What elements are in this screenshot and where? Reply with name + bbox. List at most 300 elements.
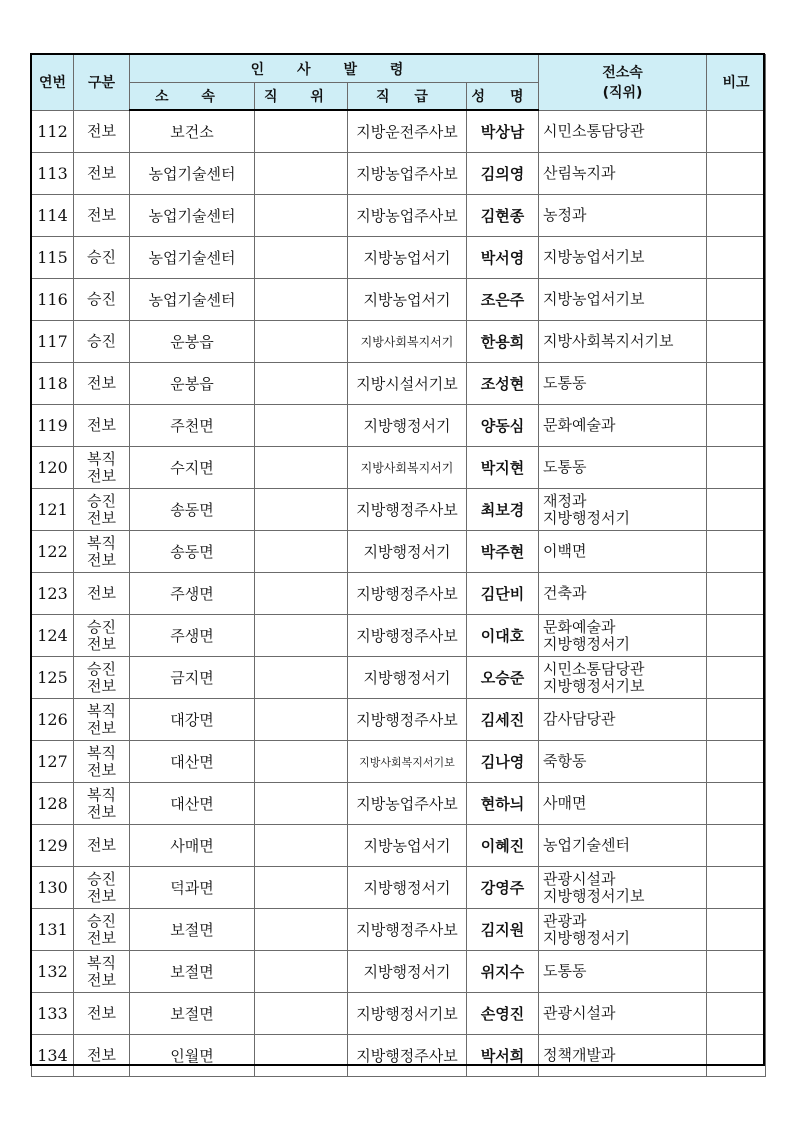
- row-number: [32, 909, 74, 951]
- row-name: [467, 699, 539, 741]
- row-type-line: 전보: [87, 928, 116, 947]
- row-org: [130, 993, 255, 1035]
- row-remarks: [707, 489, 766, 531]
- row-org: [130, 909, 255, 951]
- row-previous-line: 지방행정서기보: [543, 676, 645, 695]
- row-type-line: 전보: [87, 1004, 116, 1022]
- row-org-line: 주천면: [170, 417, 214, 435]
- row-previous-line: 감사담당관: [543, 710, 616, 728]
- row-name-line: 김세진: [480, 711, 525, 729]
- row-type-line: 전보: [87, 836, 116, 854]
- row-name-line: 김나영: [480, 753, 525, 771]
- row-previous: [539, 279, 707, 321]
- row-type-line: 전보: [87, 760, 116, 779]
- row-previous: [539, 153, 707, 195]
- row-grade: [348, 195, 467, 237]
- row-position: [255, 825, 348, 867]
- row-org: [130, 615, 255, 657]
- row-grade-line: 지방농업주사보: [356, 165, 458, 183]
- row-remarks: [707, 237, 766, 279]
- header-previous: [539, 55, 707, 111]
- table-row: [32, 783, 766, 825]
- row-grade-line: 지방행정주사보: [356, 711, 458, 729]
- row-grade: [348, 951, 467, 993]
- row-grade: [348, 1035, 467, 1077]
- row-name-line: 김단비: [480, 585, 525, 603]
- row-grade-line: 지방농업주사보: [356, 207, 458, 225]
- row-grade-line: 지방사회복지서기: [360, 335, 454, 349]
- table-row: [32, 615, 766, 657]
- row-previous: [539, 573, 707, 615]
- row-grade-line: 지방사회복지서기보: [359, 755, 455, 769]
- row-name-line: 현하늬: [480, 795, 525, 813]
- row-org-line: 송동면: [170, 543, 214, 561]
- row-number-line: 114: [37, 206, 68, 225]
- row-number-line: 133: [37, 1004, 68, 1023]
- row-previous-line: 도통동: [543, 374, 587, 392]
- row-type: [74, 741, 130, 783]
- row-name: [467, 531, 539, 573]
- row-org: [130, 741, 255, 783]
- row-grade-line: 지방행정주사보: [356, 1047, 458, 1065]
- row-grade-line: 지방행정서기: [363, 963, 451, 981]
- row-number-line: 116: [37, 290, 68, 309]
- row-name: [467, 363, 539, 405]
- row-name-line: 조은주: [480, 291, 525, 309]
- row-position: [255, 321, 348, 363]
- row-org: [130, 699, 255, 741]
- row-number-line: 113: [37, 164, 68, 183]
- row-number-line: 123: [37, 584, 68, 603]
- row-previous-line: 문화예술과: [543, 617, 616, 636]
- table-row: [32, 699, 766, 741]
- row-previous-line: 농업기술센터: [543, 836, 630, 854]
- row-name-line: 조성현: [480, 375, 525, 393]
- row-grade-line: 지방사회복지서기: [360, 461, 454, 475]
- row-name-line: 박상남: [480, 123, 525, 141]
- row-grade: [348, 993, 467, 1035]
- row-name: [467, 993, 539, 1035]
- row-previous: [539, 657, 707, 699]
- row-org: [130, 531, 255, 573]
- row-org: [130, 489, 255, 531]
- row-org: [130, 321, 255, 363]
- row-position: [255, 489, 348, 531]
- row-number-line: 117: [37, 332, 68, 351]
- row-number: [32, 447, 74, 489]
- row-number: [32, 825, 74, 867]
- row-number-line: 125: [37, 668, 68, 687]
- row-position: [255, 699, 348, 741]
- row-type: [74, 951, 130, 993]
- row-previous-line: 지방행정서기: [543, 928, 630, 947]
- row-type-line: 승진: [87, 290, 116, 308]
- row-grade: [348, 110, 467, 153]
- row-grade: [348, 279, 467, 321]
- row-name: [467, 573, 539, 615]
- row-org-line: 운봉읍: [170, 375, 214, 393]
- row-org-line: 송동면: [170, 501, 214, 519]
- table-row: [32, 741, 766, 783]
- row-name: [467, 195, 539, 237]
- row-org: [130, 1035, 255, 1077]
- row-position: [255, 237, 348, 279]
- table-row: [32, 321, 766, 363]
- row-type: [74, 110, 130, 153]
- row-position: [255, 867, 348, 909]
- row-number-line: 120: [37, 458, 68, 477]
- row-previous-line: 지방행정서기: [543, 508, 630, 527]
- row-previous-line: 지방농업서기보: [543, 248, 645, 266]
- row-org-line: 주생면: [170, 585, 214, 603]
- row-position: [255, 363, 348, 405]
- row-grade-line: 지방시설서기보: [356, 375, 458, 393]
- row-number: [32, 195, 74, 237]
- row-number: [32, 489, 74, 531]
- row-name: [467, 951, 539, 993]
- row-grade-line: 지방행정서기보: [356, 1005, 458, 1023]
- row-type: [74, 867, 130, 909]
- row-type-line: 승진: [87, 869, 116, 888]
- table-header: [32, 55, 766, 111]
- row-type-line: 전보: [87, 374, 116, 392]
- row-number-line: 134: [37, 1046, 68, 1065]
- row-type-line: 승진: [87, 491, 116, 510]
- header-grade: 직 급: [348, 83, 467, 111]
- row-grade: [348, 237, 467, 279]
- row-grade-line: 지방농업서기: [363, 837, 451, 855]
- row-previous-line: 지방농업서기보: [543, 290, 645, 308]
- row-type: [74, 363, 130, 405]
- row-org: [130, 573, 255, 615]
- header-remarks: 비고: [707, 55, 766, 111]
- table-row: [32, 447, 766, 489]
- row-name: [467, 741, 539, 783]
- row-type: [74, 405, 130, 447]
- row-previous-line: 지방행정서기: [543, 634, 630, 653]
- row-name-line: 한용희: [480, 333, 525, 351]
- row-type: [74, 699, 130, 741]
- row-type-line: 전보: [87, 970, 116, 989]
- row-org-line: 농업기술센터: [148, 249, 236, 267]
- row-name: [467, 153, 539, 195]
- row-previous: [539, 741, 707, 783]
- row-previous: [539, 825, 707, 867]
- row-name-line: 박서영: [480, 249, 525, 267]
- table-row: [32, 825, 766, 867]
- row-previous: [539, 909, 707, 951]
- row-previous-line: 재정과: [543, 491, 587, 510]
- row-grade: [348, 867, 467, 909]
- row-type: [74, 1035, 130, 1077]
- table-row: [32, 531, 766, 573]
- row-position: [255, 279, 348, 321]
- row-number: [32, 110, 74, 153]
- row-previous-line: 건축과: [543, 584, 587, 602]
- row-position: [255, 573, 348, 615]
- row-position: [255, 993, 348, 1035]
- row-remarks: [707, 153, 766, 195]
- row-name-line: 양동심: [480, 417, 525, 435]
- row-previous-line: 농정과: [543, 206, 587, 224]
- row-type: [74, 573, 130, 615]
- row-number: [32, 867, 74, 909]
- row-name-line: 이대호: [480, 627, 525, 645]
- row-previous-line: 도통동: [543, 458, 587, 476]
- row-org-line: 대산면: [170, 795, 214, 813]
- row-number-line: 128: [37, 794, 68, 813]
- row-grade: [348, 447, 467, 489]
- table-row: [32, 405, 766, 447]
- row-number-line: 121: [37, 500, 68, 519]
- row-grade: [348, 657, 467, 699]
- row-number: [32, 321, 74, 363]
- table-row: [32, 110, 766, 153]
- row-remarks: [707, 447, 766, 489]
- row-number: [32, 531, 74, 573]
- row-remarks: [707, 1035, 766, 1077]
- row-type-line: 승진: [87, 911, 116, 930]
- row-number: [32, 741, 74, 783]
- row-previous-line: 관광시설과: [543, 1004, 616, 1022]
- row-previous: [539, 110, 707, 153]
- row-number: [32, 951, 74, 993]
- row-number-line: 119: [37, 416, 68, 435]
- row-previous-line: 정책개발과: [543, 1046, 616, 1064]
- row-type-line: 승진: [87, 659, 116, 678]
- row-name: [467, 321, 539, 363]
- row-grade-line: 지방농업주사보: [356, 795, 458, 813]
- personnel-table: [31, 54, 766, 1077]
- row-org-line: 농업기술센터: [148, 291, 236, 309]
- row-org-line: 사매면: [170, 837, 214, 855]
- row-grade-line: 지방행정주사보: [356, 501, 458, 519]
- row-type-line: 전보: [87, 676, 116, 695]
- row-previous: [539, 237, 707, 279]
- row-name: [467, 405, 539, 447]
- row-type: [74, 237, 130, 279]
- row-name-line: 김지원: [480, 921, 525, 939]
- row-type-line: 승진: [87, 248, 116, 266]
- row-grade-line: 지방행정서기: [363, 417, 451, 435]
- row-position: [255, 110, 348, 153]
- row-number: [32, 573, 74, 615]
- row-type: [74, 195, 130, 237]
- row-previous: [539, 699, 707, 741]
- row-remarks: [707, 993, 766, 1035]
- row-type: [74, 489, 130, 531]
- row-name-line: 오승준: [480, 669, 525, 687]
- row-previous-line: 시민소통담당관: [543, 121, 645, 140]
- row-name: [467, 447, 539, 489]
- row-previous-line: 지방사회복지서기보: [543, 332, 674, 350]
- row-grade-line: 지방운전주사보: [356, 123, 458, 141]
- row-name-line: 박지현: [480, 459, 525, 477]
- row-position: [255, 1035, 348, 1077]
- row-type-line: 전보: [87, 886, 116, 905]
- row-remarks: [707, 783, 766, 825]
- row-type: [74, 993, 130, 1035]
- row-type-line: 전보: [87, 508, 116, 527]
- row-type-line: 전보: [87, 206, 116, 224]
- row-name: [467, 825, 539, 867]
- row-name-line: 김현종: [480, 207, 525, 225]
- row-previous-line: 사매면: [543, 794, 587, 812]
- row-position: [255, 657, 348, 699]
- row-number: [32, 153, 74, 195]
- row-number-line: 131: [37, 920, 68, 939]
- row-remarks: [707, 741, 766, 783]
- header-type: 구분: [74, 55, 130, 111]
- row-name: [467, 489, 539, 531]
- row-type-line: 전보: [87, 164, 116, 182]
- row-name-line: 이혜진: [480, 837, 525, 855]
- row-type-line: 전보: [87, 416, 116, 434]
- row-remarks: [707, 951, 766, 993]
- row-name: [467, 279, 539, 321]
- row-previous: [539, 405, 707, 447]
- row-position: [255, 405, 348, 447]
- table-row: [32, 489, 766, 531]
- row-previous-line: 시민소통담당관: [543, 659, 645, 678]
- row-type: [74, 657, 130, 699]
- row-grade-line: 지방농업서기: [363, 249, 451, 267]
- row-previous-line: 문화예술과: [543, 416, 616, 434]
- row-number-line: 127: [37, 752, 68, 771]
- row-type-line: 복직: [87, 785, 116, 804]
- row-org: [130, 447, 255, 489]
- row-remarks: [707, 405, 766, 447]
- header-no: 연번: [32, 55, 74, 111]
- row-remarks: [707, 363, 766, 405]
- row-grade: [348, 405, 467, 447]
- row-org: [130, 237, 255, 279]
- row-previous: [539, 951, 707, 993]
- row-org-line: 보건소: [170, 123, 214, 141]
- row-org-line: 보절면: [170, 1005, 214, 1023]
- row-grade-line: 지방행정서기: [363, 879, 451, 897]
- row-type: [74, 447, 130, 489]
- row-name: [467, 909, 539, 951]
- row-org-line: 인월면: [170, 1047, 214, 1065]
- row-remarks: [707, 279, 766, 321]
- row-org: [130, 783, 255, 825]
- row-number-line: 115: [37, 248, 68, 267]
- header-previous-line2: (직위): [602, 85, 643, 102]
- row-grade: [348, 615, 467, 657]
- row-org-line: 보절면: [170, 921, 214, 939]
- row-name-line: 박서희: [480, 1047, 525, 1065]
- row-grade: [348, 531, 467, 573]
- row-previous-line: 관광시설과: [543, 869, 616, 888]
- row-previous: [539, 615, 707, 657]
- row-grade: [348, 741, 467, 783]
- row-previous: [539, 447, 707, 489]
- row-number-line: 129: [37, 836, 68, 855]
- row-name-line: 최보경: [480, 501, 525, 519]
- row-grade: [348, 699, 467, 741]
- row-type: [74, 279, 130, 321]
- row-number: [32, 363, 74, 405]
- row-org: [130, 825, 255, 867]
- row-name: [467, 110, 539, 153]
- row-position: [255, 783, 348, 825]
- row-type-line: 전보: [87, 718, 116, 737]
- row-grade: [348, 489, 467, 531]
- row-org-line: 수지면: [170, 459, 214, 477]
- row-previous: [539, 195, 707, 237]
- row-remarks: [707, 867, 766, 909]
- row-position: [255, 741, 348, 783]
- row-org-line: 금지면: [170, 669, 214, 687]
- row-name: [467, 237, 539, 279]
- table-row: [32, 657, 766, 699]
- table-row: [32, 993, 766, 1035]
- row-number-line: 130: [37, 878, 68, 897]
- row-previous: [539, 783, 707, 825]
- row-grade: [348, 153, 467, 195]
- row-previous-line: 관광과: [543, 911, 587, 930]
- table-row: [32, 951, 766, 993]
- row-name: [467, 657, 539, 699]
- row-remarks: [707, 110, 766, 153]
- row-type: [74, 531, 130, 573]
- row-position: [255, 531, 348, 573]
- row-previous-line: 도통동: [543, 962, 587, 980]
- row-grade: [348, 321, 467, 363]
- row-number: [32, 657, 74, 699]
- row-position: [255, 615, 348, 657]
- table-row: [32, 237, 766, 279]
- row-number-line: 118: [37, 374, 68, 393]
- row-remarks: [707, 321, 766, 363]
- row-org-line: 운봉읍: [170, 333, 214, 351]
- row-type: [74, 825, 130, 867]
- row-position: [255, 447, 348, 489]
- row-number: [32, 1035, 74, 1077]
- row-previous-line: 이백면: [543, 542, 587, 560]
- row-previous-line: 산림녹지과: [543, 164, 616, 182]
- row-type-line: 복직: [87, 533, 116, 552]
- row-type-line: 전보: [87, 634, 116, 653]
- row-position: [255, 951, 348, 993]
- row-number: [32, 405, 74, 447]
- row-org: [130, 951, 255, 993]
- row-previous: [539, 531, 707, 573]
- table-row: [32, 153, 766, 195]
- row-type: [74, 615, 130, 657]
- table-row: [32, 279, 766, 321]
- table-row: [32, 909, 766, 951]
- row-org-line: 농업기술센터: [148, 165, 236, 183]
- row-previous: [539, 867, 707, 909]
- row-type: [74, 783, 130, 825]
- row-org: [130, 195, 255, 237]
- row-grade: [348, 825, 467, 867]
- table-row: [32, 1035, 766, 1077]
- row-org: [130, 279, 255, 321]
- table-row: [32, 363, 766, 405]
- row-number-line: 132: [37, 962, 68, 981]
- row-name-line: 박주현: [480, 543, 525, 561]
- row-remarks: [707, 909, 766, 951]
- row-remarks: [707, 531, 766, 573]
- row-name-line: 강영주: [480, 879, 525, 897]
- header-previous-line1: 전소속: [602, 65, 643, 82]
- row-type: [74, 909, 130, 951]
- row-org: [130, 657, 255, 699]
- row-previous-line: 지방행정서기보: [543, 886, 645, 905]
